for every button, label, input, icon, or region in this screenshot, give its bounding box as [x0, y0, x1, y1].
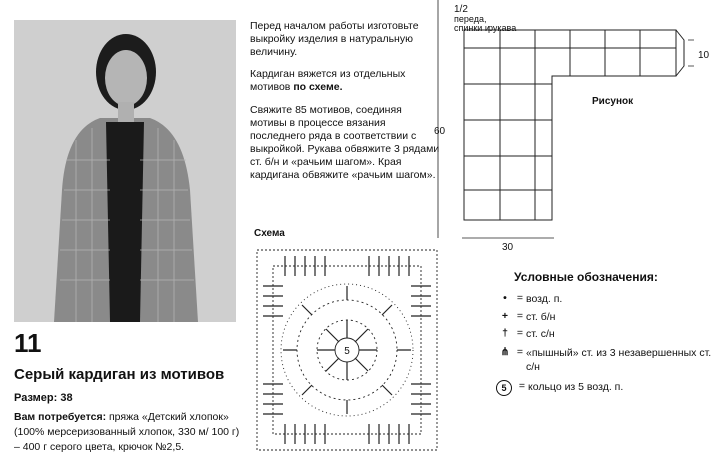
legend-item-sc: + = ст. б/н [496, 310, 716, 324]
sleeve-dimension: 10 [698, 50, 710, 61]
chain-stitch-icon: • [503, 292, 507, 304]
instruction-pattern: Перед началом работы изготовьте выкройку изделия в натуральную величину. [250, 20, 419, 58]
instruction-motifs [250, 68, 440, 94]
legend-text: «пышный» ст. из 3 незавершенных ст. с/н [526, 347, 712, 373]
scheme-label: Схема [254, 228, 285, 239]
width-dimension: 30 [502, 242, 514, 250]
legend-item-ring: 5 = кольцо из 5 возд. п. [496, 380, 718, 396]
size-label: Размер: [14, 392, 58, 404]
fraction-label: 1/2 [454, 4, 468, 15]
note-line-3: рукава [488, 23, 517, 33]
double-crochet-icon: † [502, 327, 508, 339]
drawing-label: Рисунок [592, 96, 634, 107]
size-value: 38 [60, 392, 73, 404]
legend-text: возд. п. [526, 293, 563, 305]
materials [14, 410, 246, 455]
legend-item-dc: † = ст. с/н [496, 327, 716, 341]
size-line [14, 392, 73, 404]
legend-item-puff: ⋔ = «пышный» ст. из 3 незавершенных ст. с/н [496, 346, 716, 374]
model-photo [14, 20, 236, 322]
legend-text: ст. б/н [526, 311, 556, 323]
legend-text: ст. с/н [526, 328, 555, 340]
legend-title: Условные обозначения: [514, 270, 658, 284]
legend-text: кольцо из 5 возд. п. [528, 381, 624, 393]
instruction-assembly: Свяжите 85 мотивов, соединяя мотивы в процессе вязания последнего ряда в соответствии с выкройкой. Рукава обвяжите 3 рядами ст. б/н и «рачьим шагом». Края кардигана обвяжите «рачьим шагом». [250, 104, 440, 181]
note-line-1: переда, [454, 14, 487, 24]
scheme-ring-number: 5 [344, 346, 350, 357]
materials-text: пряжа «Детский хлопок» (100% мерсеризованный хлопок, 330 м/ 100 г) – 400 г серого цвета, крючок №2,5. [14, 411, 240, 453]
crochet-scheme [255, 246, 440, 456]
ring-icon: 5 [496, 380, 512, 396]
instruction-motifs-text: Кардиган вяжется из отдельных мотивов [250, 68, 406, 93]
legend-item-chain: • = возд. п. [496, 292, 716, 306]
materials-label: Вам потребуется: [14, 411, 107, 423]
pattern-drawing [434, 0, 720, 250]
article-title: Серый кардиган из мотивов [14, 366, 225, 383]
note-line-2: спинки и [454, 23, 490, 33]
single-crochet-icon: + [501, 310, 509, 322]
height-dimension: 60 [434, 126, 446, 137]
instruction-motifs-bold: по схеме. [293, 81, 343, 93]
puff-stitch-icon: ⋔ [500, 346, 510, 358]
article-number: 11 [14, 328, 42, 358]
